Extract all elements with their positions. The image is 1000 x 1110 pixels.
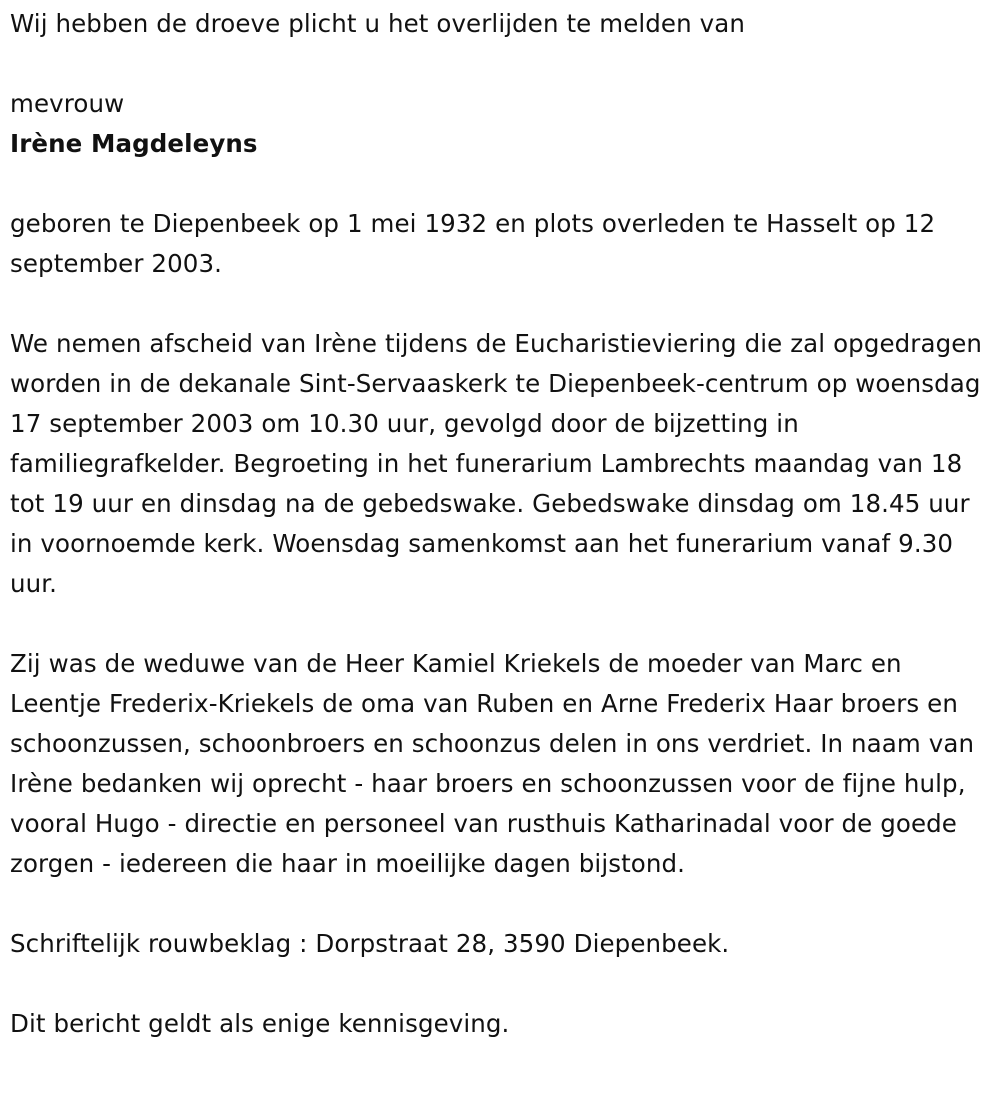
spacer [10, 44, 995, 84]
deceased-name: Irène Magdeleyns [10, 129, 258, 158]
spacer [10, 884, 995, 924]
spacer [10, 964, 995, 1004]
condolence-address: Schriftelijk rouwbeklag : Dorpstraat 28, 3590 Diepenbeek. [10, 929, 730, 958]
birth-death-paragraph: geboren te Diepenbeek op 1 mei 1932 en plots overleden te Hasselt op 12 september 2003. [10, 209, 936, 278]
death-notice [10, 4, 995, 1044]
ceremony-paragraph: We nemen afscheid van Irène tijdens de Eucharistieviering die zal opgedragen worden in de dekanale Sint-Servaaskerk te Diepenbeek-centrum op woensdag 17 september 2003 om 10.30 uur, gevolgd door de bijzetting in familiegrafkelder. Begroeting in het funerarium Lambrechts maandag van 18 tot 19 uur en dinsdag na de gebedswake. Gebedswake dinsdag om 18.45 uur in voornoemde kerk. Woensdag samenkomst aan het funerarium vanaf 9.30 uur. [10, 329, 983, 598]
spacer [10, 604, 995, 644]
family-paragraph: Zij was de weduwe van de Heer Kamiel Kriekels de moeder van Marc en Leentje Frederix-Kriekels de oma van Ruben en Arne Frederix Haar broers en schoonzussen, schoonbroers en schoonzus delen in ons verdriet. In naam van Irène bedanken wij oprecht - haar broers en schoonzussen voor de fijne hulp, vooral Hugo - directie en personeel van rusthuis Katharinadal voor de goede zorgen - iedereen die haar in moeilijke dagen bijstond. [10, 649, 975, 878]
spacer [10, 164, 995, 204]
intro-text: Wij hebben de droeve plicht u het overlijden te melden van [10, 9, 745, 38]
spacer [10, 284, 995, 324]
salutation-text: mevrouw [10, 89, 125, 118]
closing-text: Dit bericht geldt als enige kennisgeving. [10, 1009, 510, 1038]
